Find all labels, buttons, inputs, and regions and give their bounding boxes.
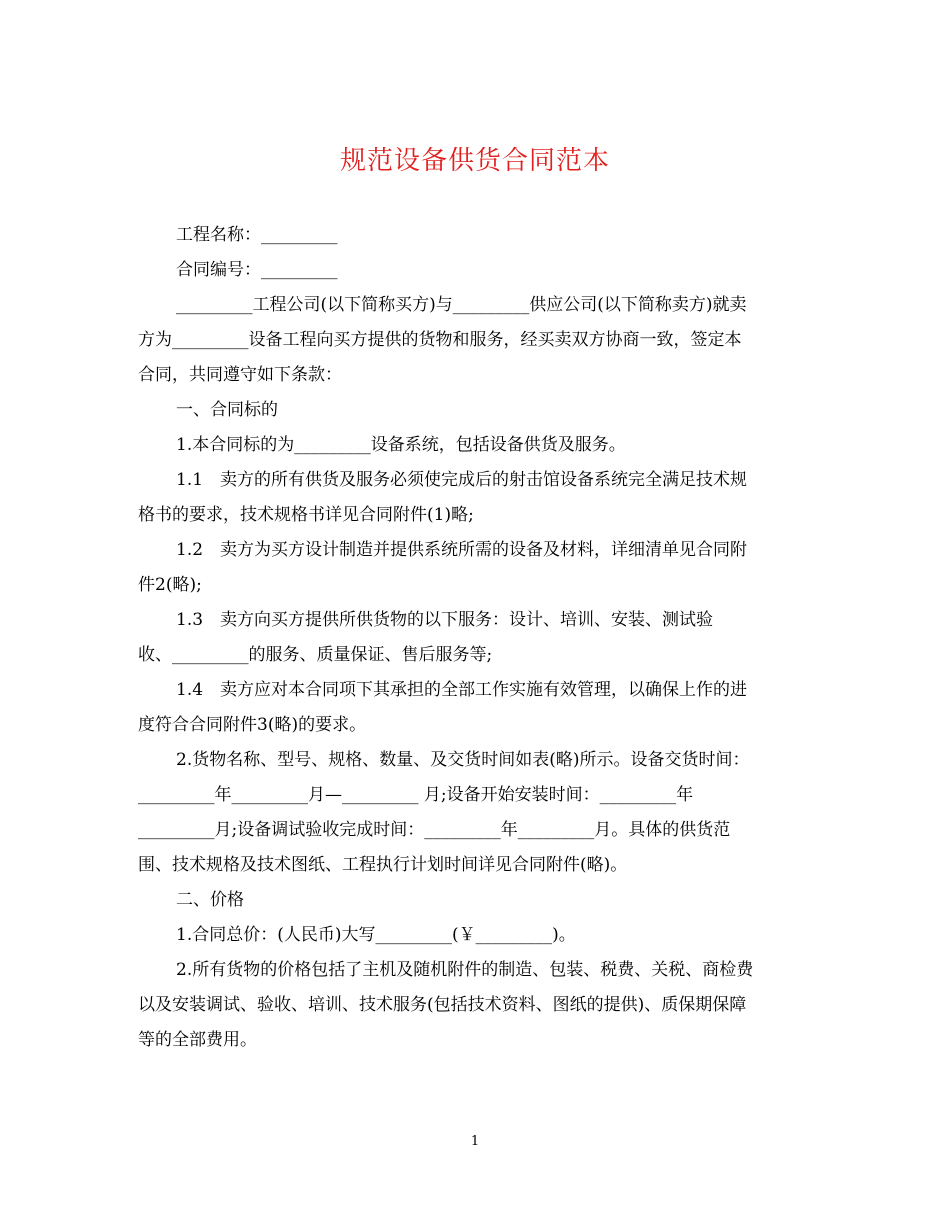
contract-number-line: 合同编号：_________ [176, 260, 338, 280]
clause-line: 1.2 卖方为买方设计制造并提供系统所需的设备及材料，详细清单见合同附 [176, 540, 748, 560]
section-heading: 一、合同标的 [176, 400, 278, 420]
clause-line: 以及安装调试、验收、培训、技术服务(包括技术资料、图纸的提供)、质保期保障 [138, 995, 747, 1015]
paragraph-line: 合同，共同遵守如下条款： [138, 365, 342, 385]
clause-line: 2.所有货物的价格包括了主机及随机附件的制造、包装、税费、关税、商检费 [176, 960, 754, 980]
project-name-line: 工程名称：_________ [176, 225, 338, 245]
clause-line: _________年_________月—_________ 月;设备开始安装时间：_________年 [138, 785, 694, 805]
clause-line: 1.1 卖方的所有供货及服务必须使完成后的射击馆设备系统完全满足技术规 [176, 470, 748, 490]
clause-line: 收、_________的服务、质量保证、售后服务等; [138, 645, 493, 665]
clause-line: 2.货物名称、型号、规格、数量、及交货时间如表(略)所示。设备交货时间： [176, 750, 750, 770]
paragraph-line: _________工程公司(以下简称买方)与_________供应公司(以下简称卖方)就卖 [176, 295, 747, 315]
clause-line: 围、技术规格及技术图纸、工程执行计划时间详见合同附件(略)。 [138, 855, 628, 875]
clause-line: 1.合同总价：(人民币)大写_________(￥_________)。 [176, 925, 576, 945]
clause-line: 件2(略); [138, 575, 202, 595]
section-heading: 二、价格 [176, 890, 244, 910]
clause-line: 度符合合同附件3(略)的要求。 [138, 715, 367, 735]
document-title: 规范设备供货合同范本 [339, 146, 610, 176]
document-body [138, 218, 814, 1058]
clause-line: 1.本合同标的为_________设备系统，包括设备供货及服务。 [176, 435, 626, 455]
clause-line: 格书的要求，技术规格书详见合同附件(1)略; [138, 505, 474, 525]
clause-line: 等的全部费用。 [138, 1030, 257, 1050]
clause-line: 1.4 卖方应对本合同项下其承担的全部工作实施有效管理，以确保上作的进 [176, 680, 748, 700]
paragraph-line: 方为_________设备工程向买方提供的货物和服务，经买卖双方协商一致，签定本 [138, 330, 742, 350]
clause-line: _________月;设备调试验收完成时间：_________年_________月。具体的供货范 [138, 820, 731, 840]
clause-line: 1.3 卖方向买方提供所供货物的以下服务：设计、培训、安装、测试验 [176, 610, 714, 630]
page-number: 1 [470, 1134, 480, 1149]
